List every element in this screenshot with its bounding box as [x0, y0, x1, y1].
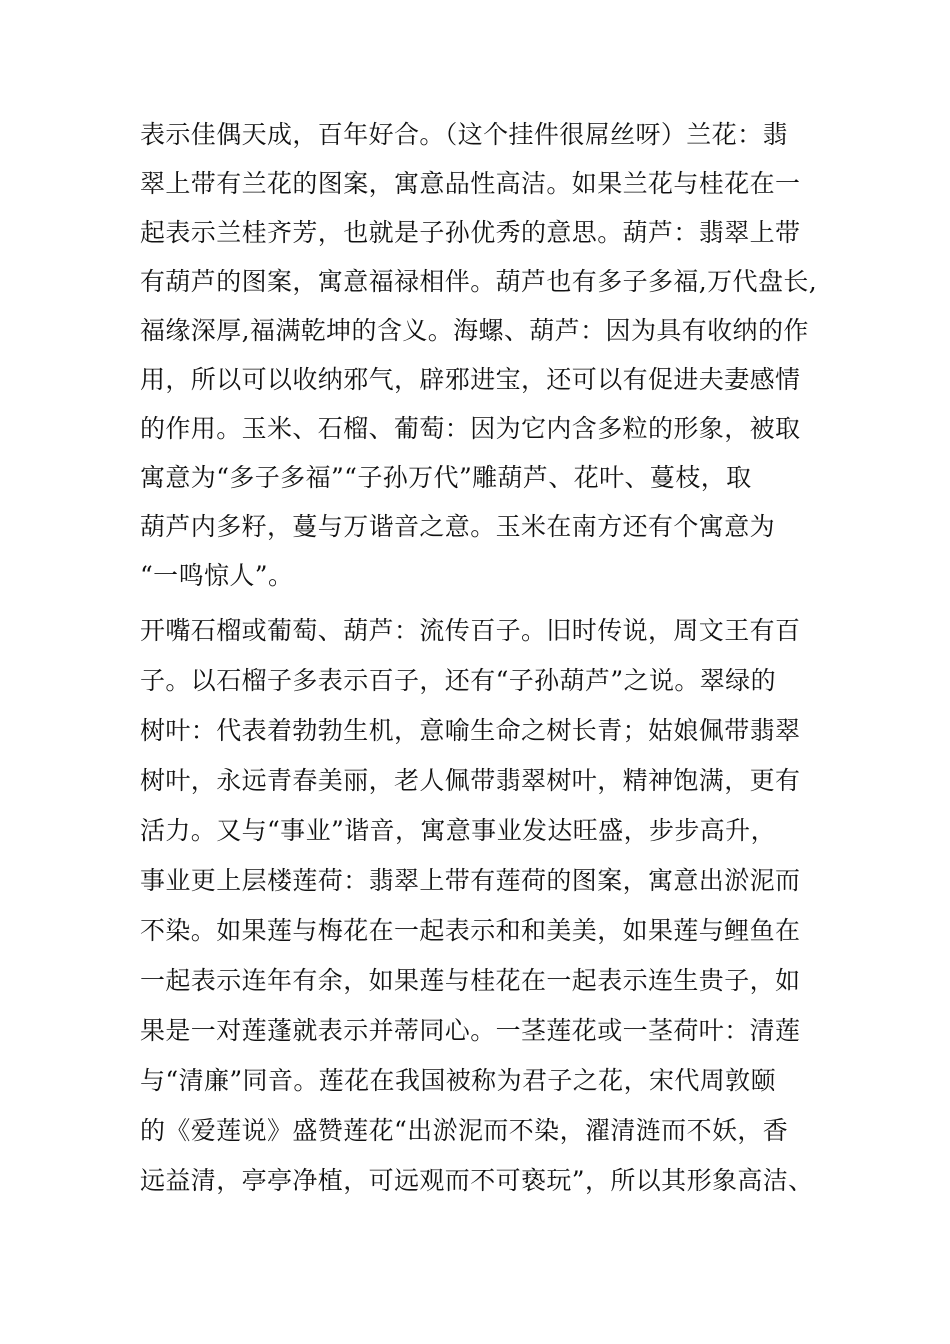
text-line: 远益清，亭亭净植，可远观而不可亵玩”，所以其形象高洁、	[140, 1166, 814, 1195]
text-line: 翠上带有兰花的图案，寓意品性高洁。如果兰花与桂花在一	[140, 169, 801, 198]
text-line: 事业更上层楼莲荷：翡翠上带有莲荷的图案，寓意出淤泥而	[140, 866, 801, 895]
text-line: 子。以石榴子多表示百子，还有“子孙葫芦”之说。翠绿的	[140, 666, 776, 695]
text-line: 与“清廉”同音。莲花在我国被称为君子之花，宋代周敦颐	[140, 1066, 776, 1095]
text-line: 葫芦内多籽，蔓与万谐音之意。玉米在南方还有个寓意为	[140, 512, 776, 541]
text-line: 的作用。玉米、石榴、葡萄：因为它内含多粒的形象，被取	[140, 414, 801, 443]
text-line: 福缘深厚,福满乾坤的含义。海螺、葫芦：因为具有收纳的作	[140, 316, 809, 345]
text-line: 用，所以可以收纳邪气，辟邪进宝，还可以有促进夫妻感情	[140, 365, 801, 394]
text-line: 开嘴石榴或葡萄、葫芦：流传百子。旧时传说，周文王有百	[140, 616, 801, 645]
text-line: “一鸣惊人”。	[140, 561, 294, 590]
text-line: 寓意为“多子多福”“子孙万代”雕葫芦、花叶、蔓枝，取	[140, 463, 752, 492]
text-line: 表示佳偶天成，百年好合。（这个挂件很屌丝呀）兰花：翡	[140, 120, 788, 149]
text-line: 起表示兰桂齐芳，也就是子孙优秀的意思。葫芦：翡翠上带	[140, 218, 801, 247]
text-line: 果是一对莲蓬就表示并蒂同心。一茎莲花或一茎荷叶：清莲	[140, 1016, 801, 1045]
text-line: 有葫芦的图案，寓意福禄相伴。葫芦也有多子多福,万代盘长,	[140, 267, 818, 296]
text-line: 的《爱莲说》盛赞莲花“出淤泥而不染，濯清涟而不妖，香	[140, 1116, 789, 1145]
text-line: 活力。又与“事业”谐音，寓意事业发达旺盛，步步高升，	[140, 816, 776, 845]
text-line: 树叶，永远青春美丽，老人佩带翡翠树叶，精神饱满，更有	[140, 766, 801, 795]
text-line: 树叶：代表着勃勃生机，意喻生命之树长青；姑娘佩带翡翠	[140, 716, 801, 745]
text-line: 一起表示连年有余，如果莲与桂花在一起表示连生贵子，如	[140, 966, 801, 995]
text-line: 不染。如果莲与梅花在一起表示和和美美，如果莲与鲤鱼在	[140, 916, 801, 945]
